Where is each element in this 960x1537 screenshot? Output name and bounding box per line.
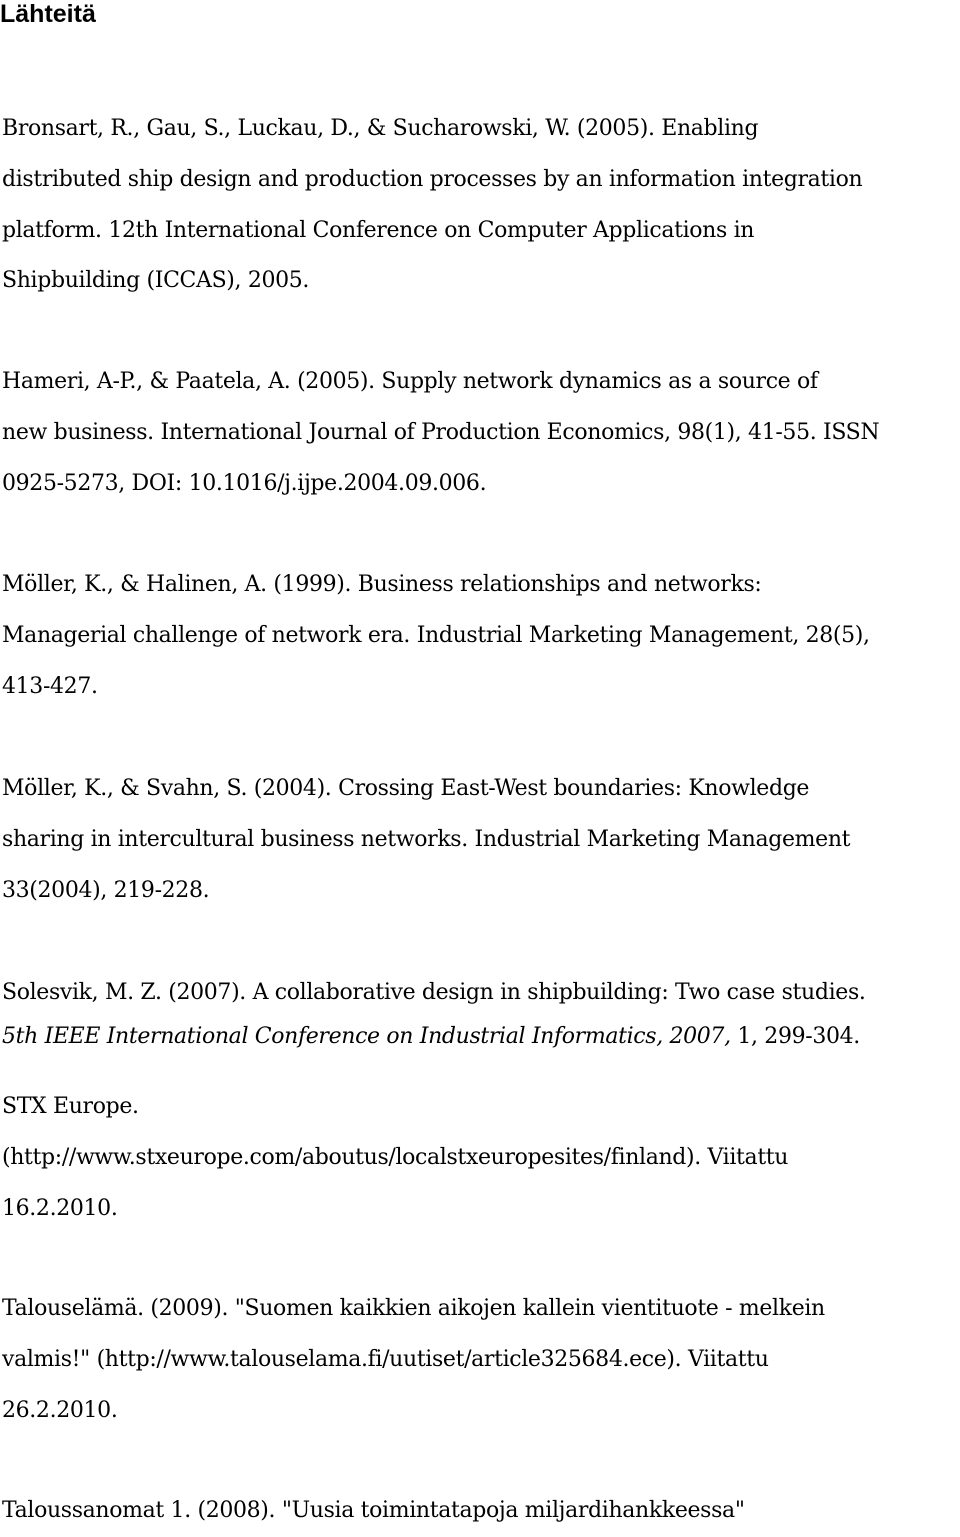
reference-stx-europe: [2, 1082, 788, 1234]
reference-line: Solesvik, M. Z. (2007). A collaborative design in shipbuilding: Two case studies.: [2, 980, 866, 1005]
reference-line: 33(2004), 219-228.: [2, 877, 210, 903]
reference-solesvik-2007: [2, 968, 866, 1063]
reference-line: Möller, K., & Svahn, S. (2004). Crossing East-West boundaries: Knowledge: [2, 776, 810, 801]
reference-line: Möller, K., & Halinen, A. (1999). Business relationships and networks:: [2, 572, 762, 597]
reference-hameri-2005: [2, 357, 879, 509]
reference-line: Bronsart, R., Gau, S., Luckau, D., & Sucharowski, W. (2005). Enabling: [2, 116, 759, 141]
reference-line: new business. International Journal of Production Economics, 98(1), 41-55. ISSN: [2, 419, 880, 445]
reference-talouselama-2009: [2, 1284, 825, 1436]
reference-pages: 1, 299-304.: [730, 1023, 860, 1049]
reference-taloussanomat-2008: [2, 1486, 745, 1537]
reference-line: valmis!" (http://www.talouselama.fi/uutiset/article325684.ece). Viitattu: [2, 1346, 769, 1372]
reference-line: Hameri, A-P., & Paatela, A. (2005). Supply network dynamics as a source of: [2, 369, 818, 394]
reference-line: Taloussanomat 1. (2008). "Uusia toimintatapoja miljardihankkeessa": [2, 1498, 745, 1523]
reference-moller-halinen-1999: [2, 560, 870, 712]
reference-line: Talouselämä. (2009). "Suomen kaikkien aikojen kallein vientituote - melkein: [2, 1296, 825, 1321]
reference-line: 413-427.: [2, 673, 98, 699]
reference-line: Managerial challenge of network era. Industrial Marketing Management, 28(5),: [2, 622, 870, 648]
reference-line: platform. 12th International Conference on Computer Applications in: [2, 217, 755, 243]
reference-line: STX Europe.: [2, 1094, 139, 1119]
reference-moller-svahn-2004: [2, 764, 850, 916]
reference-line: sharing in intercultural business networks. Industrial Marketing Management: [2, 826, 851, 852]
reference-source-italic: 5th IEEE International Conference on Industrial Informatics, 2007,: [2, 1023, 731, 1049]
reference-line: 16.2.2010.: [2, 1195, 118, 1221]
reference-line: [2, 1012, 866, 1063]
reference-bronsart-2005: [2, 104, 862, 307]
reference-line: (http://www.stxeurope.com/aboutus/localstxeuropesites/finland). Viitattu: [2, 1144, 789, 1170]
page-heading: Lähteitä: [0, 0, 96, 28]
reference-line: Shipbuilding (ICCAS), 2005.: [2, 268, 310, 294]
reference-line: 26.2.2010.: [2, 1397, 118, 1423]
reference-line: 0925-5273, DOI: 10.1016/j.ijpe.2004.09.006.: [2, 470, 487, 496]
reference-line: distributed ship design and production processes by an information integration: [2, 166, 863, 192]
